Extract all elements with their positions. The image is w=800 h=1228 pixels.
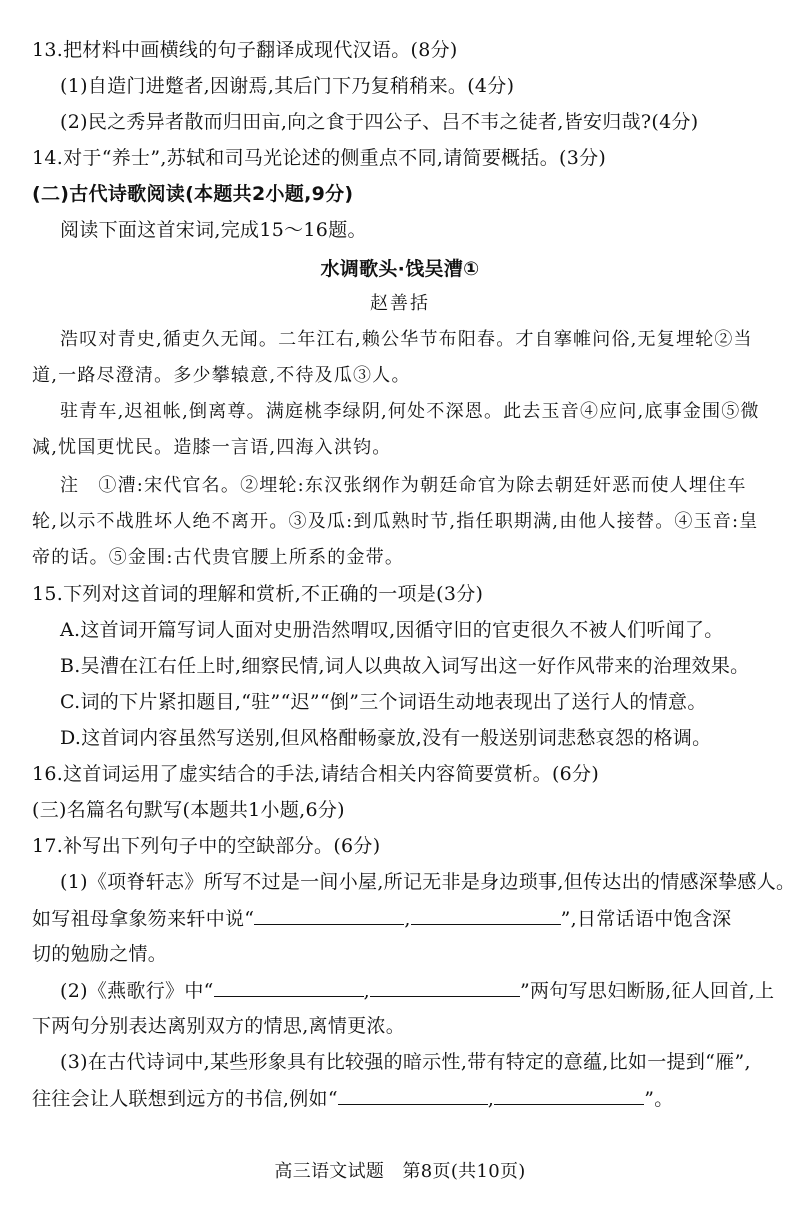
poem-note: 帝的话。⑤金围:古代贵官腰上所系的金带。 — [32, 547, 405, 568]
q13-stem: 13.把材料中画横线的句子翻译成现代汉语。(8分) — [32, 39, 458, 61]
poem-line: 减,忧国更忧民。造膝一言语,四海入洪钧。 — [32, 437, 392, 458]
poem-line: 道,一路尽澄清。多少攀辕意,不待及瓜③人。 — [32, 365, 411, 386]
q17-part1-line1: (1)《项脊轩志》所写不过是一间小屋,所记无非是身边琐事,但传达出的情感深挚感人。 — [60, 871, 796, 893]
answer-blank[interactable] — [214, 978, 364, 997]
q15-option-a: A.这首词开篇写词人面对史册浩然喟叹,因循守旧的官吏很久不被人们听闻了。 — [60, 619, 724, 641]
q17-part3-line2: 往往会让人联想到远方的书信,例如“ , ”。 — [32, 1088, 674, 1110]
section2-intro: 阅读下面这首宋词,完成15～16题。 — [60, 219, 367, 241]
poem-note: 注 ①漕:宋代官名。②埋轮:东汉张纲作为朝廷命官为除去朝廷奸恶而使人埋住车 — [60, 475, 747, 496]
section2-heading: (二)古代诗歌阅读(本题共2小题,9分) — [32, 183, 354, 205]
page-footer: 高三语文试题 第8页(共10页) — [274, 1161, 526, 1182]
q13-part1: (1)自造门进蹩者,因谢焉,其后门下乃复稍稍来。(4分) — [60, 75, 515, 97]
poem-line: 驻青车,迟祖帐,倒离尊。满庭桃李绿阴,何处不深恩。此去玉音④应问,底事金围⑤微 — [60, 401, 760, 422]
answer-blank[interactable] — [494, 1086, 644, 1105]
q15-option-d: D.这首词内容虽然写送别,但风格酣畅豪放,没有一般送别词悲愁哀怨的格调。 — [60, 727, 712, 749]
q14-stem: 14.对于“养士”,苏轼和司马光论述的侧重点不同,请简要概括。(3分) — [32, 147, 607, 169]
q17-stem: 17.补写出下列句子中的空缺部分。(6分) — [32, 835, 381, 857]
answer-blank[interactable] — [338, 1086, 488, 1105]
answer-blank[interactable] — [254, 906, 404, 925]
poem-line: 浩叹对青史,循吏久无闻。二年江右,赖公华节布阳春。才自搴帷问俗,无复埋轮②当 — [60, 329, 753, 350]
q17-part1-line2: 如写祖母拿象笏来轩中说“ , ”,日常话语中饱含深 — [32, 908, 732, 930]
q15-option-b: B.吴漕在江右任上时,细察民情,词人以典故入词写出这一好作风带来的治理效果。 — [60, 655, 750, 677]
poem-author: 赵善括 — [370, 293, 430, 314]
answer-blank[interactable] — [411, 906, 561, 925]
q15-option-c: C.词的下片紧扣题目,“驻”“迟”“倒”三个词语生动地表现出了送行人的情意。 — [60, 691, 707, 713]
section3-heading: (三)名篇名句默写(本题共1小题,6分) — [32, 799, 345, 821]
q17-part2-line2: 下两句分别表达离别双方的情思,离情更浓。 — [32, 1015, 406, 1037]
poem-title: 水调歌头·饯吴漕① — [320, 258, 480, 280]
q17-part2-line1: (2)《燕歌行》中“ , ”两句写思妇断肠,征人回首,上 — [60, 980, 775, 1002]
q13-part2: (2)民之秀异者散而归田亩,向之食于四公子、吕不韦之徒者,皆安归哉?(4分) — [60, 111, 699, 133]
poem-note: 轮,以示不战胜坏人绝不离开。③及瓜:到瓜熟时节,指任职期满,由他人接替。④玉音:皇 — [32, 511, 759, 532]
q16-stem: 16.这首词运用了虚实结合的手法,请结合相关内容简要赏析。(6分) — [32, 763, 600, 785]
q17-part3-line1: (3)在古代诗词中,某些形象具有比较强的暗示性,带有特定的意蕴,比如一提到“雁”, — [60, 1051, 751, 1073]
q15-stem: 15.下列对这首词的理解和赏析,不正确的一项是(3分) — [32, 583, 484, 605]
answer-blank[interactable] — [370, 978, 520, 997]
q17-part1-line3: 切的勉励之情。 — [32, 943, 168, 965]
